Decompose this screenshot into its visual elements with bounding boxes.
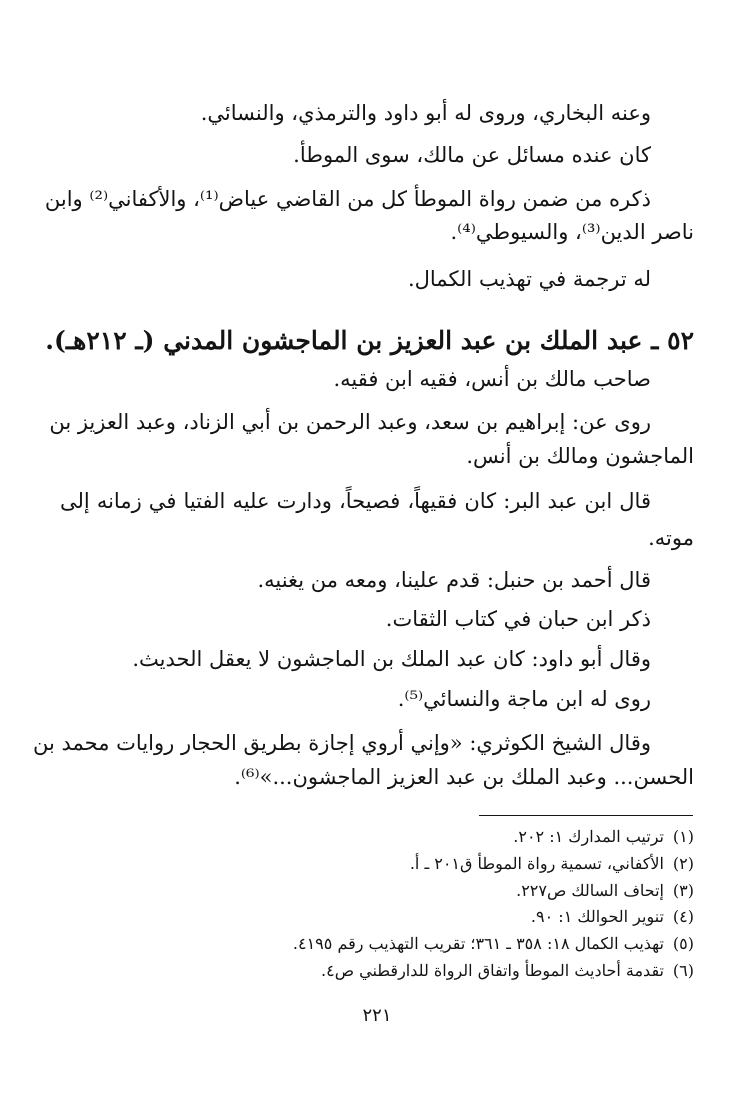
footnote-divider xyxy=(479,815,693,816)
page-number: ٢٢١ xyxy=(362,1005,392,1026)
text-line: روى عن: إبراهيم بن سعد، وعبد الرحمن بن أبي الزناد، وعبد العزيز بن xyxy=(49,410,651,434)
entry-heading: ٥٢ ـ عبد الملك بن عبد العزيز بن الماجشون المدني (ـ ٢١٢هـ). xyxy=(45,326,694,355)
footnote-text: تنوير الحوالك ١: ٩٠. xyxy=(530,907,664,926)
footnote-number: (٢) xyxy=(672,854,694,873)
text-line: كان عنده مسائل عن مالك، سوى الموطأ. xyxy=(293,143,651,167)
footnote-text: الأكفاني، تسمية رواة الموطأ ق٢٠١ ـ أ. xyxy=(409,854,664,873)
text-line: ذكره من ضمن رواة الموطأ كل من القاضي عياض⁽¹⁾، والأكفاني⁽²⁾ وابن xyxy=(44,187,651,211)
footnote xyxy=(60,931,694,957)
footnote-text: إتحاف السالك ص٢٢٧. xyxy=(516,881,664,900)
text-line: روى له ابن ماجة والنسائي⁽⁵⁾. xyxy=(397,687,651,711)
footnote xyxy=(60,851,694,877)
text-line: موته. xyxy=(648,526,694,550)
text-line: ذكر ابن حبان في كتاب الثقات. xyxy=(385,607,651,631)
footnote-text: تقدمة أحاديث الموطأ واتفاق الرواة للدارقطني ص٤. xyxy=(321,961,664,980)
text-line: الماجشون ومالك بن أنس. xyxy=(466,444,694,468)
text-line: وعنه البخاري، وروى له أبو داود والترمذي، والنسائي. xyxy=(200,101,651,125)
text-line: وقال أبو داود: كان عبد الملك بن الماجشون لا يعقل الحديث. xyxy=(132,647,651,671)
text-line: قال أحمد بن حنبل: قدم علينا، ومعه من يغنيه. xyxy=(257,568,651,592)
footnote-text: ترتيب المدارك ١: ٢٠٢. xyxy=(513,827,664,846)
footnote-number: (٤) xyxy=(672,907,694,926)
footnote-number: (٦) xyxy=(672,961,694,980)
footnote-number: (٥) xyxy=(672,934,694,953)
text-line: ناصر الدين⁽³⁾، والسيوطي⁽⁴⁾. xyxy=(450,220,694,244)
text-line: وقال الشيخ الكوثري: «وإني أروي إجازة بطريق الحجار روايات محمد بن xyxy=(33,731,651,755)
footnote-number: (٣) xyxy=(672,881,694,900)
footnote-number: (١) xyxy=(672,827,694,846)
footnote xyxy=(60,878,694,904)
text-line: الحسن... وعبد الملك بن عبد العزيز الماجشون...»⁽⁶⁾. xyxy=(234,765,694,789)
footnote xyxy=(60,824,694,850)
footnote-text: تهذيب الكمال ١٨: ٣٥٨ ـ ٣٦١؛ تقريب التهذيب رقم ٤١٩٥. xyxy=(292,934,664,953)
text-line: صاحب مالك بن أنس، فقيه ابن فقيه. xyxy=(333,367,651,391)
footnote xyxy=(60,904,694,930)
text-line: له ترجمة في تهذيب الكمال. xyxy=(407,267,651,291)
footnote xyxy=(60,958,694,984)
text-line: قال ابن عبد البر: كان فقيهاً، فصيحاً، ودارت عليه الفتيا في زمانه إلى xyxy=(60,489,651,513)
